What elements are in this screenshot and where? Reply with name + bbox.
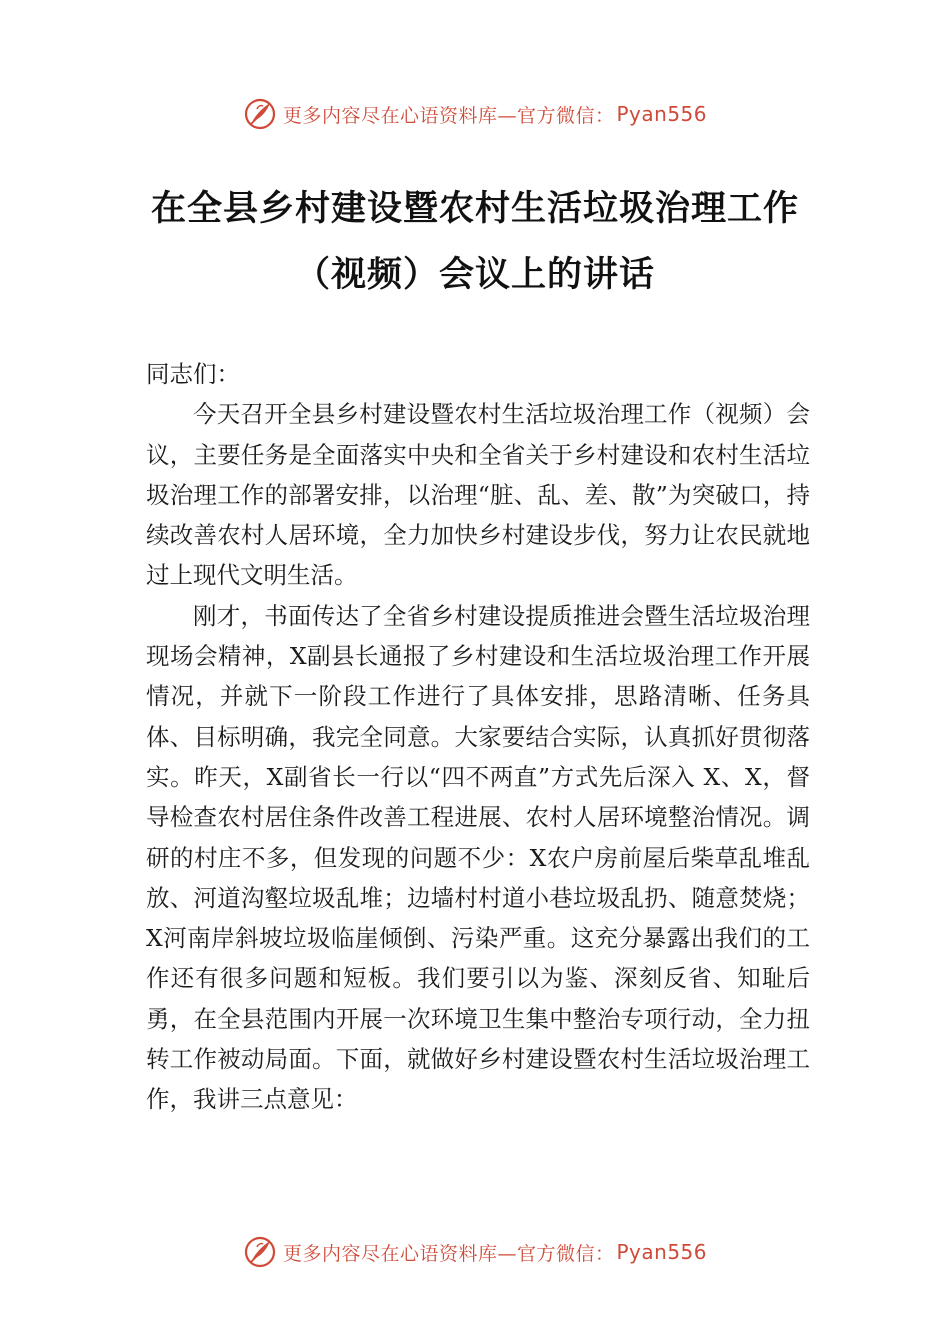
document-title-line-2: （视频）会议上的讲话: [294, 255, 655, 295]
quill-logo-icon: [243, 1235, 277, 1269]
watermark-wechat-id: Pyan556: [616, 102, 708, 126]
document-title-line-1: 在全县乡村建设暨农村生活垃圾治理工作: [150, 189, 799, 229]
watermark-text: 更多内容尽在心语资料库—官方微信：: [282, 1242, 615, 1265]
watermark-text: 更多内容尽在心语资料库—官方微信：: [282, 104, 615, 127]
paragraph-1: 今天召开全县乡村建设暨农村生活垃圾治理工作（视频）会议，主要任务是全面落实中央和全省关于乡村建设和农村生活垃圾治理工作的部署安排，以治理“脏、乱、差、散”为突破口，持续改善农村人居环境，全力加快乡村建设步伐，努力让农民就地过上现代文明生活。: [146, 400, 810, 590]
quill-logo-icon: [243, 97, 277, 131]
paragraph-2: 刚才，书面传达了全省乡村建设提质推进会暨生活垃圾治理现场会精神，X副县长通报了乡村建设和生活垃圾治理工作开展情况，并就下一阶段工作进行了具体安排，思路清晰、任务具体、目标明确，我完全同意。大家要结合实际，认真抓好贯彻落实。昨天，X副省长一行以“四不两直”方式先后深入 X、X，督导检查农村居住条件改善工程进展、农村人居环境整治情况。调研的村庄不多，但发现的问题不少：X农户房前屋后柴草乱堆乱放、河道沟壑垃圾乱堆；边墙村村道小巷垃圾乱扔、随意焚烧；X河南岸斜坡垃圾临崖倾倒、污染严重。这充分暴露出我们的工作还有很多问题和短板。我们要引以为鉴、深刻反省、知耻后勇，在全县范围内开展一次环境卫生集中整治专项行动，全力扭转工作被动局面。下面，就做好乡村建设暨农村生活垃圾治理工作，我讲三点意见：: [146, 601, 810, 1114]
salutation: 同志们：: [146, 360, 240, 388]
watermark-footer: [0, 1234, 950, 1270]
watermark-header: [0, 96, 950, 132]
document-body: [146, 354, 810, 1120]
watermark-wechat-id: Pyan556: [616, 1240, 708, 1264]
